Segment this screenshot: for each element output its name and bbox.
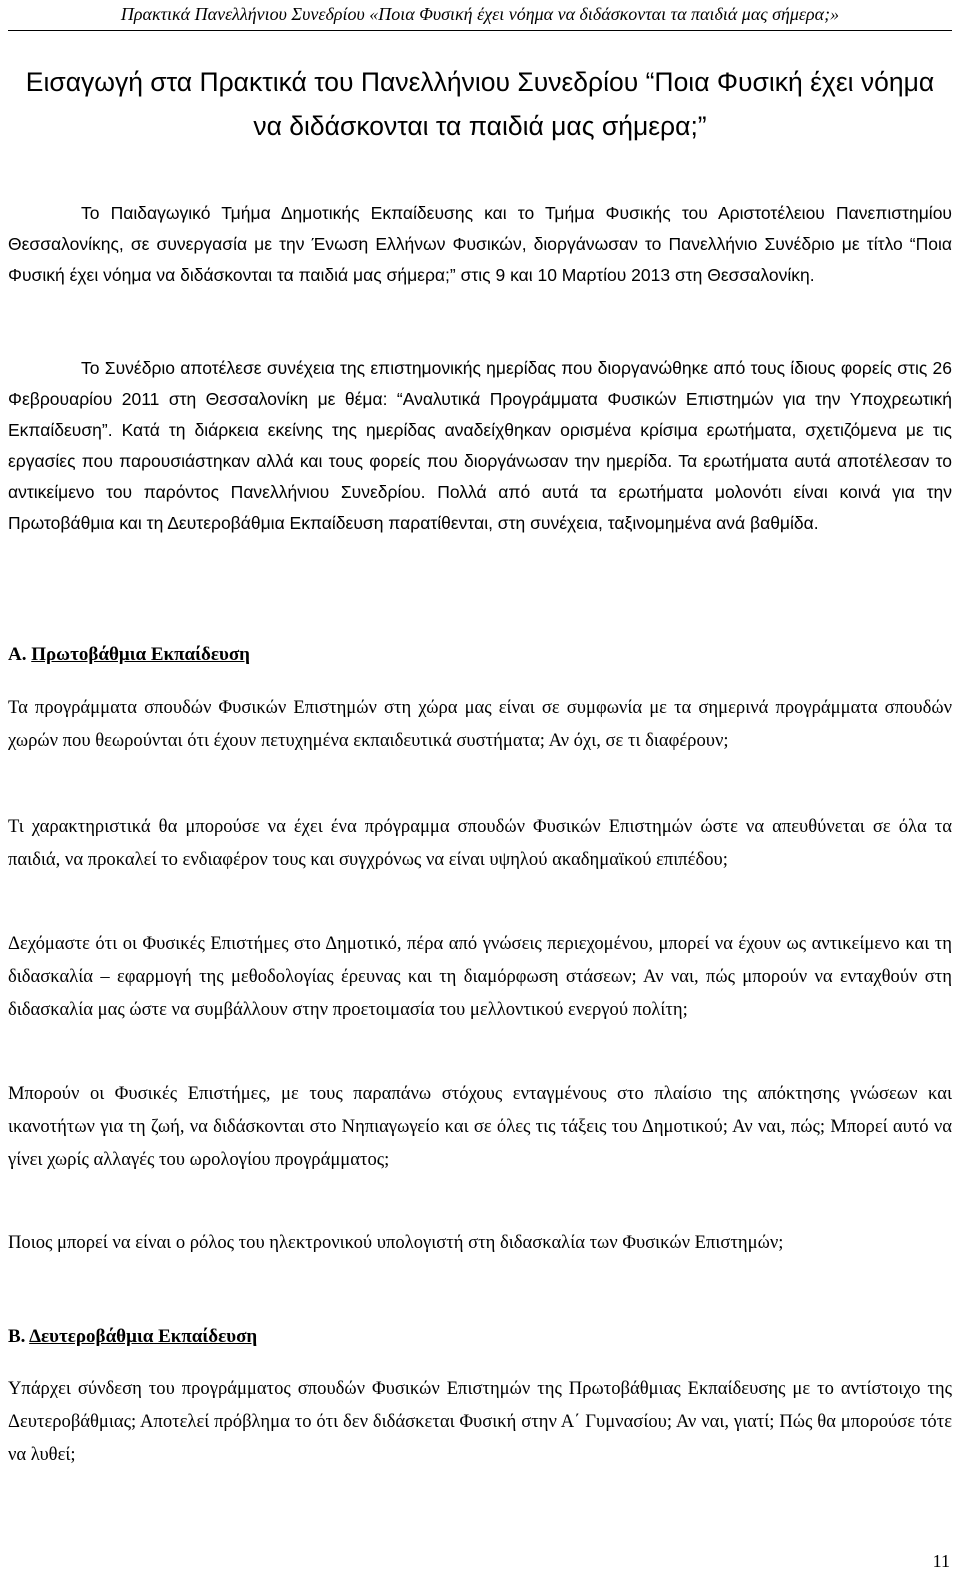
running-header: Πρακτικά Πανελλήνιου Συνεδρίου «Ποια Φυσική έχει νόημα να διδάσκονται τα παιδιά μας σήμερα;» <box>120 4 840 24</box>
section-a-paragraph-5: Ποιος μπορεί να είναι ο ρόλος του ηλεκτρονικού υπολογιστή στη διδασκαλία των Φυσικών Επιστημών; <box>8 1232 784 1253</box>
intro-paragraph-1: Το Παιδαγωγικό Τμήμα Δημοτικής Εκπαίδευσης και το Τμήμα Φυσικής του Αριστοτέλειου Πανεπιστημίου Θεσσαλονίκης, σε συνεργασία με την Ένωση Ελλήνων Φυσικών, διοργάνωσαν το Πανελλήνιο Συνέδριο με τίτλο “Ποια Φυσική έχει νόημα να διδάσκονται τα παιδιά μας σήμερα;” στις 9 και 10 Μαρτίου 2013 στη Θεσσαλονίκη. <box>8 203 952 285</box>
section-b-title: Δευτεροβάθμια Εκπαίδευση <box>29 1326 258 1347</box>
header-rule <box>8 30 952 31</box>
section-b-paragraph-1: Υπάρχει σύνδεση του προγράμματος σπουδών Φυσικών Επιστημών της Πρωτοβάθμιας Εκπαίδευσης με το αντίστοιχο της Δευτεροβάθμιας; Αποτελεί πρόβλημα το ότι δεν διδάσκεται Φυσική στην Α΄ Γυμνασίου; Αν ναι, γιατί; Πώς θα μπορούσε τότε να λυθεί; <box>8 1378 952 1465</box>
section-a-prefix: Α. <box>8 644 32 665</box>
section-a-paragraph-1: Τα προγράμματα σπουδών Φυσικών Επιστημών στη χώρα μας είναι σε συμφωνία με τα σημερινά προγράμματα σπουδών χωρών που θεωρούνται ότι έχουν πετυχημένα εκπαιδευτικά συστήματα; Αν όχι, σε τι διαφέρουν; <box>8 697 952 751</box>
section-a-title: Πρωτοβάθμια Εκπαίδευση <box>31 644 250 665</box>
page-number: 11 <box>932 1551 950 1571</box>
section-a-paragraph-4: Μπορούν οι Φυσικές Επιστήμες, με τους παραπάνω στόχους ενταγμένους στο πλαίσιο της απόκτησης γνώσεων και ικανοτήτων για τη ζωή, να διδάσκονται στο Νηπιαγωγείο και σε όλες τις τάξεις του Δημοτικού; Αν ναι, πώς; Μπορεί αυτό να γίνει χωρίς αλλαγές του ωρολογίου προγράμματος; <box>8 1083 952 1170</box>
intro-paragraph-2: Το Συνέδριο αποτέλεσε συνέχεια της επιστημονικής ημερίδας που διοργανώθηκε από τους ίδιους φορείς στις 26 Φεβρουαρίου 2011 στη Θεσσαλονίκη με θέμα: “Αναλυτικά Προγράμματα Φυσικών Επιστημών για την Υποχρεωτική Εκπαίδευση”. Κατά τη διάρκεια εκείνης της ημερίδας αναδείχθηκαν ορισμένα κρίσιμα ερωτήματα, σχετιζόμενα με τις εργασίες που παρουσιάστηκαν αλλά και τους φορείς που διοργάνωσαν την ημερίδα. Τα ερωτήματα αυτά αποτέλεσαν το αντικείμενο του παρόντος Πανελλήνιου Συνεδρίου. Πολλά από αυτά τα ερωτήματα μολονότι είναι κοινά για την Πρωτοβάθμια και τη Δευτεροβάθμια Εκπαίδευση παρατίθενται, στη συνέχεια, ταξινομημένα ανά βαθμίδα. <box>8 358 952 533</box>
section-a-paragraph-3: Δεχόμαστε ότι οι Φυσικές Επιστήμες στο Δημοτικό, πέρα από γνώσεις περιεχομένου, μπορεί να έχουν ως αντικείμενο και τη διδασκαλία – εφαρμογή της μεθοδολογίας έρευνας και τη διαμόρφωση στάσεων; Αν ναι, πώς μπορούν να ενταχθούν στη διδασκαλία μας ώστε να συμβάλλουν στην προετοιμασία του μελλοντικού ενεργού πολίτη; <box>8 933 952 1020</box>
section-b-heading <box>8 1322 952 1352</box>
section-b-prefix: Β. <box>8 1326 30 1347</box>
page-title: Εισαγωγή στα Πρακτικά του Πανελλήνιου Συνεδρίου “Ποια Φυσική έχει νόημα να διδάσκονται τα παιδιά μας σήμερα;” <box>25 67 935 141</box>
section-a-heading <box>8 640 952 670</box>
section-a-paragraph-2: Τι χαρακτηριστικά θα μπορούσε να έχει ένα πρόγραμμα σπουδών Φυσικών Επιστημών ώστε να απευθύνεται σε όλα τα παιδιά, να προκαλεί το ενδιαφέρον τους και συγχρόνως να είναι υψηλού ακαδημαϊκού επιπέδου; <box>8 816 952 870</box>
